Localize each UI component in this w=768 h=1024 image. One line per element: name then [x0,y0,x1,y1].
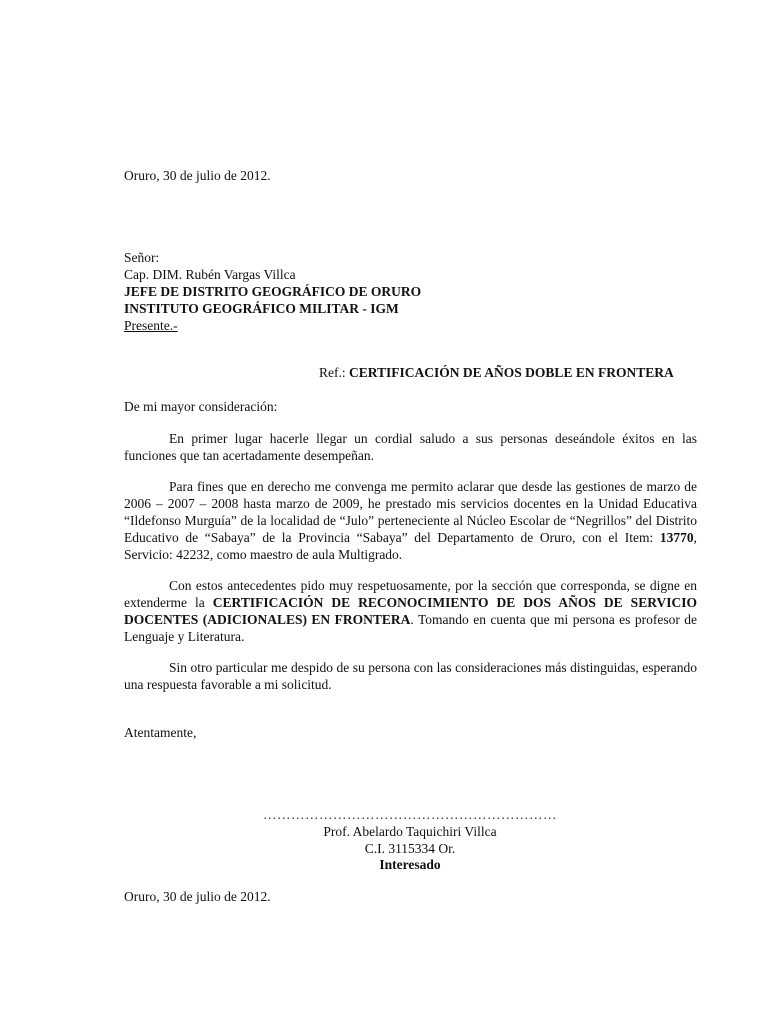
recipient-salutation: Señor: [124,250,160,265]
reference-subject: CERTIFICACIÓN DE AÑOS DOBLE EN FRONTERA [349,365,674,380]
signer-role: Interesado [379,857,441,872]
recipient-presente: Presente.- [124,318,178,333]
paragraph-3-text-b: . Tomando en cuenta que mi persona es profesor de Lenguaje y Literatura. [124,612,698,644]
paragraph-1 [124,430,697,464]
paragraph-3-text-a: Con estos antecedentes pido muy respetuosamente, por la sección que corresponda, se digne en extenderme la [124,578,697,610]
paragraph-1-text: En primer lugar hacerle llegar un cordial saludo a sus personas deseándole éxitos en las funciones que tan acertadamente desempeñan. [124,431,697,463]
paragraph-2-text-b: , Servicio: 42232, como maestro de aula Multigrado. [124,530,697,562]
signer-ci: C.I. 3115334 Or. [364,841,456,856]
reference-label: Ref.: [319,365,346,380]
recipient-title-1: JEFE DE DISTRITO GEOGRÁFICO DE ORURO [124,284,422,299]
item-number: 13770 [659,530,694,545]
paragraph-4 [124,659,697,693]
reference-line [319,364,674,381]
paragraph-2-text-a: Para fines que en derecho me convenga me permito aclarar que desde las gestiones de marzo de 2006 – 2007 – 2008 hasta marzo de 2009, he prestado mis servicios docentes en la Unidad Educativa “Ildefonso Murguía” de la localidad de “Julo” perteneciente al Núcleo Escolar de “Negrillos” del Distrito Educativo de “Sabaya” de la Provincia “Sabaya” del Departamento de Oruro, con el Item: [124,479,697,545]
date-top: Oruro, 30 de julio de 2012. [124,168,271,183]
paragraph-4-text: Sin otro particular me despido de su persona con las consideraciones más distinguidas, esperando una respuesta favorable a mi solicitud. [124,660,697,692]
closing: Atentamente, [124,725,197,740]
paragraph-3 [124,577,697,645]
recipient-title-2: INSTITUTO GEOGRÁFICO MILITAR - IGM [124,301,399,316]
date-bottom: Oruro, 30 de julio de 2012. [124,889,271,904]
recipient-name: Cap. DIM. Rubén Vargas Villca [124,267,296,282]
paragraph-3-emphasis: CERTIFICACIÓN DE RECONOCIMIENTO DE DOS AÑOS DE SERVICIO DOCENTES (ADICIONALES) EN FRONTERA [124,595,697,627]
signer-name: Prof. Abelardo Taquichiri Villca [323,824,497,839]
paragraph-2 [124,478,697,563]
greeting: De mi mayor consideración: [124,399,278,414]
signature-line: ……………………………………………………… [263,807,557,822]
